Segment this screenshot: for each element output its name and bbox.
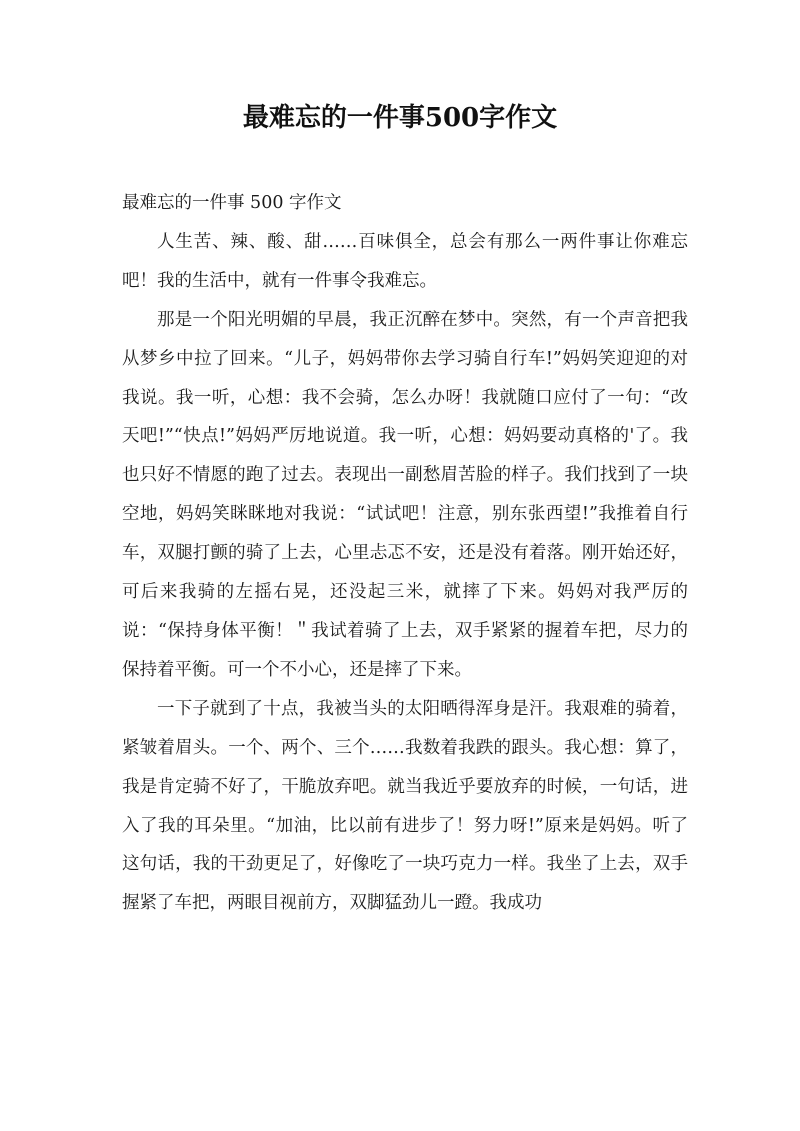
document-subtitle: 最难忘的一件事 500 字作文 [122,193,342,213]
paragraph: 人生苦、辣、酸、甜……百味俱全，总会有那么一两件事让你难忘吧！我的生活中，就有一件事令我难忘。 [122,231,688,291]
document-body [122,184,688,923]
paragraph: 那是一个阳光明媚的早晨，我正沉醉在梦中。突然，有一个声音把我从梦乡中拉了回来。“儿子，妈妈带你去学习骑自行车!”妈妈笑迎迎的对我说。我一听，心想：我不会骑，怎么办呀！我就随口应付了一句：“改天吧!”“快点!”妈妈严厉地说道。我一听，心想：妈妈要动真格的'了。我也只好不情愿的跑了过去。表现出一副愁眉苦脸的样子。我们找到了一块空地，妈妈笑眯眯地对我说：“试试吧！注意，别东张西望!”我推着自行车，双腿打颤的骑了上去，心里忐忑不安，还是没有着落。刚开始还好，可后来我骑的左摇右晃，还没起三米，就摔了下来。妈妈对我严厉的说：“保持身体平衡！＂我试着骑了上去，双手紧紧的握着车把，尽力的保持着平衡。可一个不小心，还是摔了下来。 [122,309,688,680]
document-title: 最难忘的一件事500字作文 [242,103,558,133]
paragraph: 一下子就到了十点，我被当头的太阳晒得浑身是汗。我艰难的骑着，紧皱着眉头。一个、两个、三个……我数着我跌的跟头。我心想：算了，我是肯定骑不好了，干脆放弃吧。就当我近乎要放弃的时候，一句话，进入了我的耳朵里。“加油，比以前有进步了！努力呀!”原来是妈妈。听了这句话，我的干劲更足了，好像吃了一块巧克力一样。我坐了上去，双手握紧了车把，两眼目视前方，双脚猛劲儿一蹬。我成功 [122,698,688,914]
